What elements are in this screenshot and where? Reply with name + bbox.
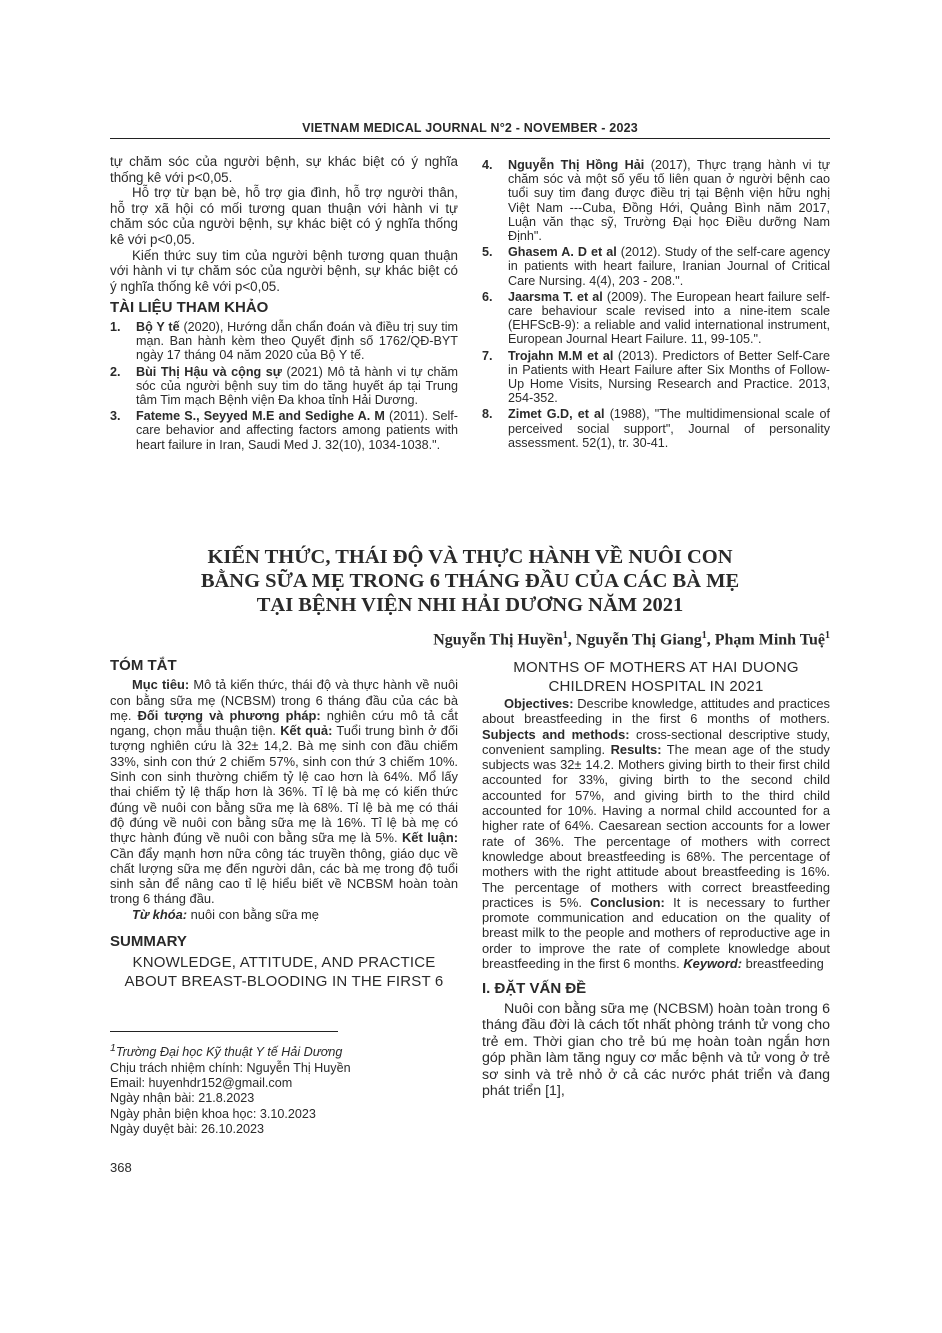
email: Email: huyenhdr152@gmail.com — [110, 1076, 293, 1090]
affiliation: $^1$Trường Đại học Kỹ thuật Y tế Hải Dương — [110, 1042, 343, 1060]
reference-item: 6. Jaarsma T. et al (2009). The European heart failure self-care behaviour scale revised into a nine-item scale (EHFScB-9): a reliable and valid international instrument, European Journal Heart Failure. 11, 99-105.". — [482, 289, 830, 347]
en-title-part-2: MONTHS OF MOTHERS AT HAI DUONG CHILDREN HOSPITAL IN 2021 — [513, 659, 799, 695]
author-name: Phạm Minh Tuệ — [714, 631, 825, 649]
footnote-rule — [110, 1031, 338, 1032]
author-name: Nguyễn Thị Huyền — [433, 631, 563, 649]
reference-item: 2. Bùi Thị Hậu và cộng sự (2021) Mô tả hành vi tự chăm sóc của người bệnh suy tim do tăng huyết áp tại Trung tâm Tim mạch Bệnh viện Đa khoa tỉnh Hải Dương. — [110, 364, 458, 407]
left-column-top — [110, 154, 458, 454]
review-date: Ngày phản biện khoa học: 3.10.2023 — [110, 1106, 316, 1121]
en-title-part-1: KNOWLEDGE, ATTITUDE, AND PRACTICE ABOUT BREAST-BLOODING IN THE FIRST 6 — [124, 954, 444, 991]
header-rule — [110, 138, 830, 139]
author-list: Nguyễn Thị Huyền$^1$, Nguyễn Thị Giang$^1$, Phạm Minh Tuệ$^1$ — [433, 630, 830, 649]
reference-item: 4. Nguyễn Thị Hồng Hải (2017), Thực trạng hành vi tự chăm sóc và một số yếu tố liên quan ở người bệnh cao tuổi suy tim đang được điều trị tại Bệnh viện hữu nghị Việt Nam ---Cuba, Đồng Hới, Quảng Bình năm 2017, Luận văn thạc sỹ, Trường Đại học Điều dưỡng Nam Định". — [482, 158, 830, 244]
reference-item: 1. Bộ Y tế (2020), Hướng dẫn chẩn đoán và điều trị suy tim mạn. Ban hành kèm theo Quyết định số 1762/QĐ-BYT ngày 17 tháng 04 năm 2020 của Bộ Y tế. — [110, 319, 458, 363]
summary-heading: SUMMARY — [110, 933, 187, 951]
references-heading: TÀI LIỆU THAM KHẢO — [110, 299, 269, 317]
received-date: Ngày nhận bài: 21.8.2023 — [110, 1091, 255, 1106]
intro-heading: I. ĐẶT VẤN ĐỀ — [482, 980, 587, 998]
conclusion-paragraph-2: Hỗ trợ từ bạn bè, hỗ trợ gia đình, hỗ trợ người thân, hỗ trợ xã hội có mối tương quan thuận với hành vi tự chăm sóc của người bệnh, sự khác biệt có ý nghĩa thống kê với p<0,05. — [110, 185, 458, 247]
reference-item: 3. Fateme S., Seyyed M.E and Sedighe A. M (2011). Self-care behavior and affecting factors among patients with heart failure in Iran, Saudi Med J. 32(10), 1034-1038.". — [110, 409, 458, 452]
reference-item: 7. Trojahn M.M et al (2013). Predictors of Better Self-Care in Patients with Heart Failure after Six Months of Follow-Up Home Visits, Nursing Research and Practice. 2013, 254-352. — [482, 348, 830, 406]
conclusion-paragraph-1: tự chăm sóc của người bệnh, sự khác biệt có ý nghĩa thống kê với p<0,05. — [110, 154, 458, 185]
vn-abstract-body: Mục tiêu: Mô tả kiến thức, thái độ và thực hành về nuôi con bằng sữa mẹ (NCBSM) trong 6 tháng đầu của các bà mẹ. Đối tượng và phương pháp: nghiên cứu mô tả cắt ngang, chọn mẫu thuận tiện. Kết quả: Tuổi trung bình ở đối tượng nghiên cứu là 32± 14,2. Bà mẹ sinh con đầu chiếm 33%, sinh con thứ 2 chiếm 57%, sinh con thứ 3 chiếm 10%. Sinh con sinh thường chiếm tỷ lệ cao hơn là 64%. Mổ lấy thai chiếm tỷ lệ thấp hơn là 36%. Tỉ lệ bà mẹ có kiến thức đúng về nuôi con bằng sữa mẹ là 68%. Tỉ lệ bà mẹ có thái độ đúng về nuôi con bằng sữa mẹ là 16%. Tỉ lệ bà mẹ có thực hành đúng về nuôi con bằng sữa mẹ là 5%. Kết luận: Cần đẩy mạnh hơn nữa công tác truyền thông, giáo dục về chất lượng sữa mẹ đến người dân, các bà mẹ trong độ tuổi sinh sản để nâng cao tỉ lệ hiểu biết về NCBSM hoàn toàn trong 6 tháng đầu. — [110, 677, 458, 907]
accepted-date: Ngày duyệt bài: 26.10.2023 — [110, 1122, 265, 1137]
intro-paragraph: Nuôi con bằng sữa mẹ (NCBSM) hoàn toàn trong 6 tháng đầu đời là cách tốt nhất phòng tránh tử vong cho trẻ em. Thời gian cho trẻ bú mẹ hoàn toàn ngắn hơn góp phần làm tăng nguy cơ mắc bệnh và tử vong ở trẻ sơ sinh và trẻ nhỏ ở cả các nước phát triển và đang phát triển [1], — [482, 1000, 830, 1100]
vn-keywords: Từ khóa: nuôi con bằng sữa mẹ — [132, 906, 319, 922]
footnote — [110, 1041, 351, 1138]
article-title: KIẾN THỨC, THÁI ĐỘ VÀ THỰC HÀNH VỀ NUÔI CON BẰNG SỮA MẸ TRONG 6 THÁNG ĐẦU CỦA CÁC BÀ MẸ TẠI BỆNH VIỆN NHI HẢI DƯƠNG NĂM 2021 — [200, 546, 740, 616]
vn-abstract-heading: TÓM TẮT — [110, 657, 177, 674]
journal-header: VIETNAM MEDICAL JOURNAL N°2 - NOVEMBER - 2023 — [302, 121, 638, 135]
en-abstract — [482, 658, 830, 1100]
right-column-top — [482, 158, 830, 452]
page-number: 368 — [110, 1160, 132, 1175]
conclusion-paragraph-3: Kiến thức suy tim của người bệnh tương quan thuận với hành vi tự chăm sóc của người bệnh, sự khác biệt có ý nghĩa thống kê với p<0,05. — [110, 247, 458, 294]
corresponding-author: Chịu trách nhiệm chính: Nguyễn Thị Huyền — [110, 1060, 351, 1075]
en-abstract-body: Objectives: Describe knowledge, attitudes and practices about breastfeeding in the first 6 months of mothers. Subjects and methods: cross-sectional descriptive study, convenient sampling. Results: The mean age of the study subjects was 32± 14.2. Mothers giving birth to their first child accounted for 33%, giving birth to the second child accounted for 57%, and giving birth to the third child accounted for 10%. Having a normal child accounted for a higher rate of 64%. Caesarean section accounts for a lower rate of 36%. The percentage of mothers with correct knowledge about breastfeeding is 68%. The percentage of mothers with the right attitude about breastfeeding is 16%. The percentage of mothers with correct breastfeeding practices is 5%. Conclusion: It is necessary to further promote communication and education on the quality of breast milk to the people and mothers of reproductive age in order to improve the rate of complete knowledge about breastfeeding in the first 6 months. Keyword: breastfeeding — [482, 696, 830, 972]
reference-item: 8. Zimet G.D, et al (1988), "The multidimensional scale of perceived social support", Journal of personality assessment. 52(1), tr. 30-41. — [482, 407, 830, 450]
vn-abstract — [110, 658, 458, 991]
author-name: Nguyễn Thị Giang — [575, 631, 702, 649]
reference-item: 5. Ghasem A. D et al (2012). Study of the self-care agency in patients with heart failure, Iranian Journal of Critical Care Nursing. 4(4), 203 - 208.". — [482, 245, 830, 288]
